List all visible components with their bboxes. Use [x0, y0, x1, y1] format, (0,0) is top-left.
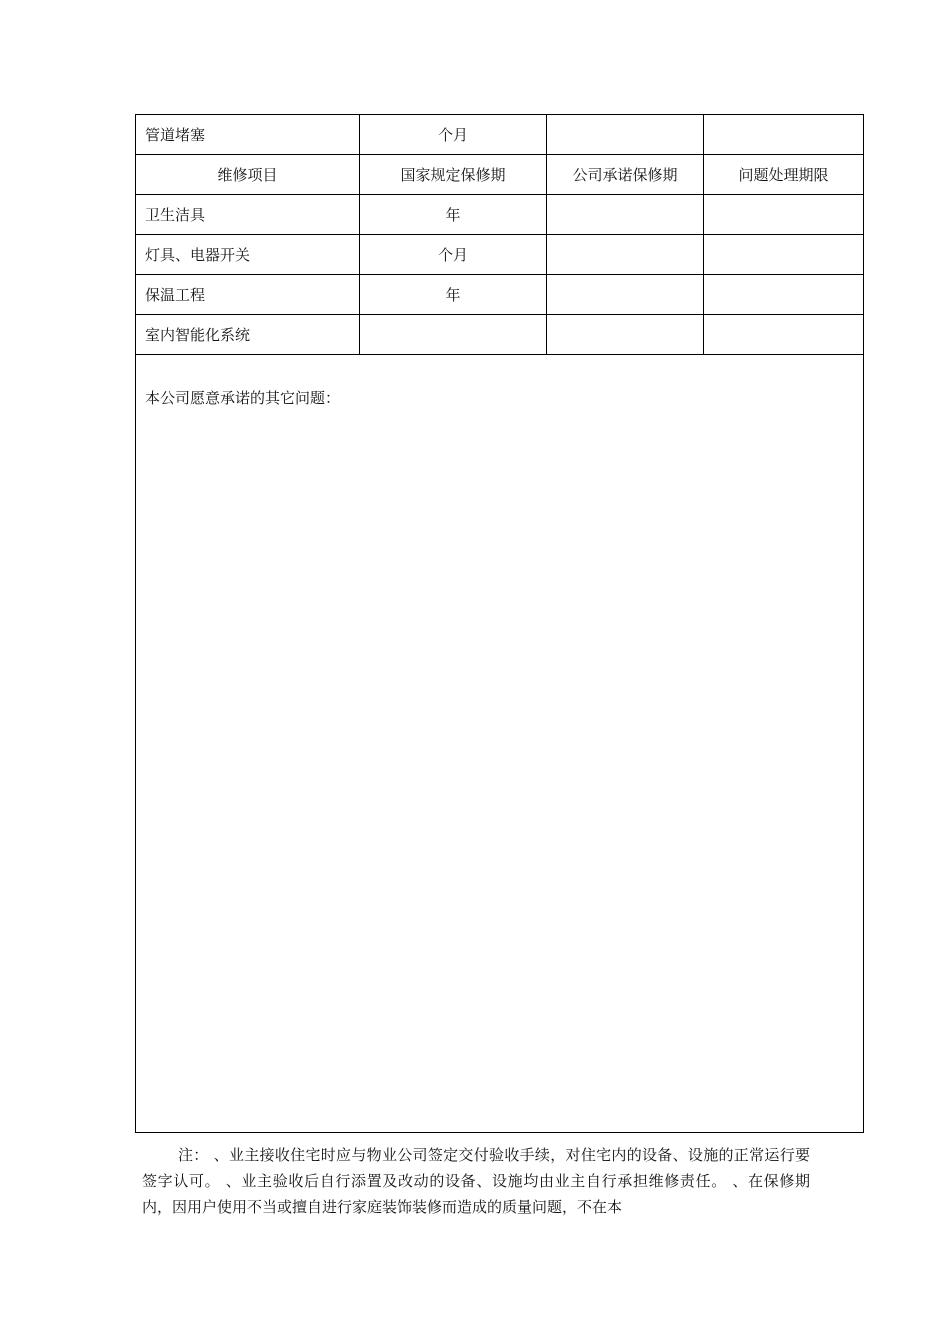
table-row: [136, 275, 864, 315]
deadline-cell: [704, 235, 864, 275]
header-item: 维修项目: [136, 155, 360, 195]
national-warranty-cell: 个月: [360, 115, 547, 155]
warranty-table: [135, 114, 864, 1133]
item-cell: 保温工程: [136, 275, 360, 315]
header-company-warranty: 公司承诺保修期: [547, 155, 704, 195]
company-warranty-cell: [547, 315, 704, 355]
table-row: [136, 235, 864, 275]
company-warranty-cell: [547, 195, 704, 235]
item-cell: 管道堵塞: [136, 115, 360, 155]
footnote: 注： 、业主接收住宅时应与物业公司签定交付验收手续，对住宅内的设备、设施的正常运行要签字认可。 、业主验收后自行添置及改动的设备、设施均由业主自行承担维修责任。 、在保修期内，因用户使用不当或擅自进行家庭装饰装修而造成的质量问题，不在本: [142, 1146, 810, 1216]
company-warranty-cell: [547, 115, 704, 155]
deadline-cell: [704, 195, 864, 235]
national-warranty-cell: 年: [360, 275, 547, 315]
company-warranty-cell: [547, 275, 704, 315]
deadline-cell: [704, 115, 864, 155]
table-row: [136, 195, 864, 235]
national-warranty-cell: 年: [360, 195, 547, 235]
item-cell: 室内智能化系统: [136, 315, 360, 355]
company-warranty-cell: [547, 235, 704, 275]
other-commitments-cell: 本公司愿意承诺的其它问题：: [136, 355, 864, 1133]
deadline-cell: [704, 315, 864, 355]
table-header-row: [136, 155, 864, 195]
item-cell: 灯具、电器开关: [136, 235, 360, 275]
table-row: [136, 315, 864, 355]
deadline-cell: [704, 275, 864, 315]
table-row: [136, 115, 864, 155]
header-deadline: 问题处理期限: [704, 155, 864, 195]
other-commitments-row: [136, 355, 864, 1133]
header-national-warranty: 国家规定保修期: [360, 155, 547, 195]
item-cell: 卫生洁具: [136, 195, 360, 235]
national-warranty-cell: 个月: [360, 235, 547, 275]
national-warranty-cell: [360, 315, 547, 355]
